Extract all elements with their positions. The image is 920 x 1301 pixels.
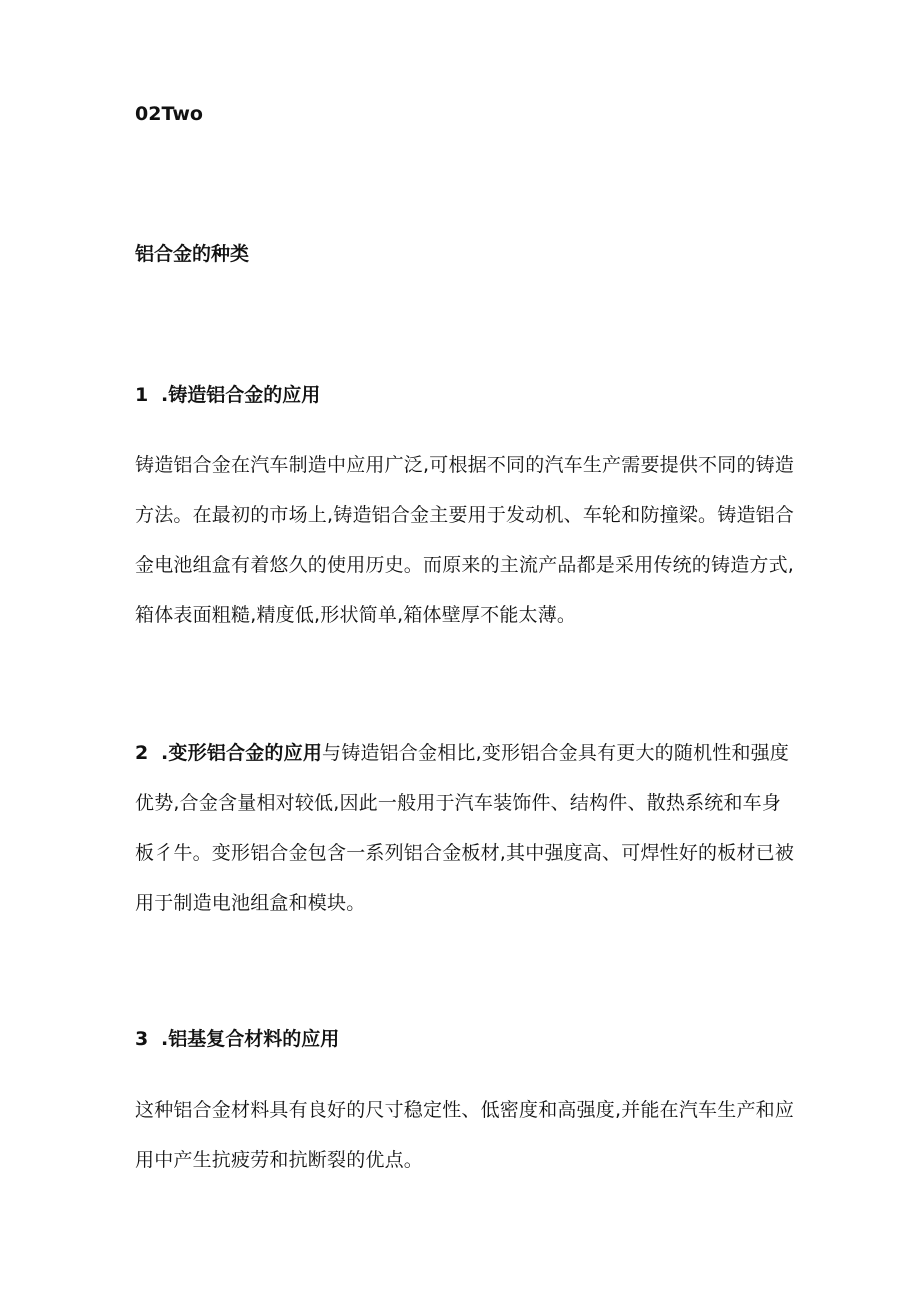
item-1-paragraph <box>135 440 795 640</box>
item-1-number: 1 <box>135 384 149 406</box>
item-2-body: 与铸造铝合金相比,变形铝合金具有更大的随机性和强度优势,合金含量相对较低,因此一般用于汽车装饰件、结构件、散热系统和车身板彳牛。变形铝合金包含一系列铝合金板材,其中强度高、可焊性好的板材已被用于制造电池组盒和模块。 <box>135 742 795 914</box>
section-title-text: 铝合金的种类 <box>135 243 250 265</box>
item-2-lead <box>135 742 322 764</box>
item-1-body: 铸造铝合金在汽车制造中应用广泛,可根据不同的汽车生产需要提供不同的铸造方法。在最初的市场上,铸造铝合金主要用于发动机、车轮和防撞梁。铸造铝合金电池组盒有着悠久的使用历史。而原来的主流产品都是采用传统的铸造方式,箱体表面粗糙,精度低,形状简单,箱体壁厚不能太薄。 <box>135 454 795 626</box>
section-code-text: 02Two <box>135 103 203 125</box>
item-2-title: .变形铝合金的应用 <box>161 742 323 764</box>
item-3-title: .铝基复合材料的应用 <box>161 1028 340 1050</box>
section-code <box>135 100 795 128</box>
item-1-heading <box>135 381 795 409</box>
item-2-paragraph <box>135 728 795 928</box>
item-3-paragraph <box>135 1085 795 1185</box>
item-2-number: 2 <box>135 742 149 764</box>
item-3-body: 这种铝合金材料具有良好的尺寸稳定性、低密度和高强度,并能在汽车生产和应用中产生抗疲劳和抗断裂的优点。 <box>135 1099 795 1171</box>
item-3-heading <box>135 1025 795 1053</box>
item-3-number: 3 <box>135 1028 149 1050</box>
section-title <box>135 240 795 268</box>
item-1-title: .铸造铝合金的应用 <box>161 384 321 406</box>
